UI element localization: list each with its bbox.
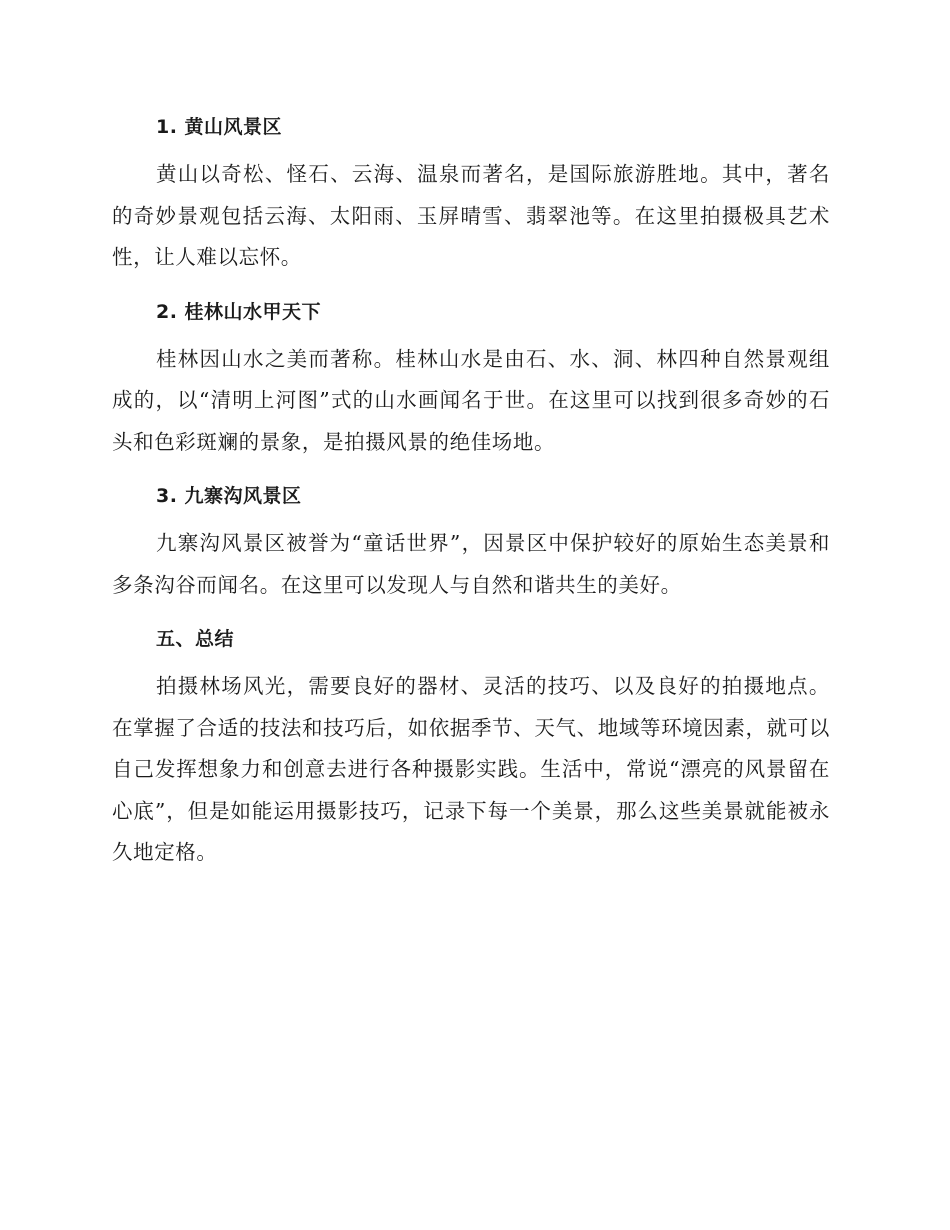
section-paragraph-huangshan: 黄山以奇松、怪石、云海、温泉而著名，是国际旅游胜地。其中，著名的奇妙景观包括云海、太阳雨、玉屏晴雪、翡翠池等。在这里拍摄极具艺术性，让人难以忘怀。 [112, 162, 830, 269]
section-heading-huangshan: 1. 黄山风景区 [156, 116, 283, 138]
section-heading-guilin: 2. 桂林山水甲天下 [156, 300, 322, 323]
section-paragraph-summary: 拍摄林场风光，需要良好的器材、灵活的技巧、以及良好的拍摄地点。在掌握了合适的技法和技巧后，如依据季节、天气、地域等环境因素，就可以自己发挥想象力和创意去进行各种摄影实践。生活中，常说“漂亮的风景留在心底”，但是如能运用摄影技巧，记录下每一个美景，那么这些美景就能被永久地定格。 [112, 674, 830, 864]
section-heading-summary: 五、总结 [156, 628, 235, 650]
section-paragraph-guilin: 桂林因山水之美而著称。桂林山水是由石、水、洞、林四种自然景观组成的，以“清明上河图”式的山水画闻名于世。在这里可以找到很多奇妙的石头和色彩斑斓的景象，是拍摄风景的绝佳场地。 [112, 346, 830, 454]
document-body [112, 108, 830, 888]
section-paragraph-jiuzhaigou: 九寨沟风景区被誉为“童话世界”，因景区中保护较好的原始生态美景和多条沟谷而闻名。在这里可以发现人与自然和谐共生的美好。 [112, 531, 830, 597]
section-heading-jiuzhaigou: 3. 九寨沟风景区 [156, 485, 302, 507]
